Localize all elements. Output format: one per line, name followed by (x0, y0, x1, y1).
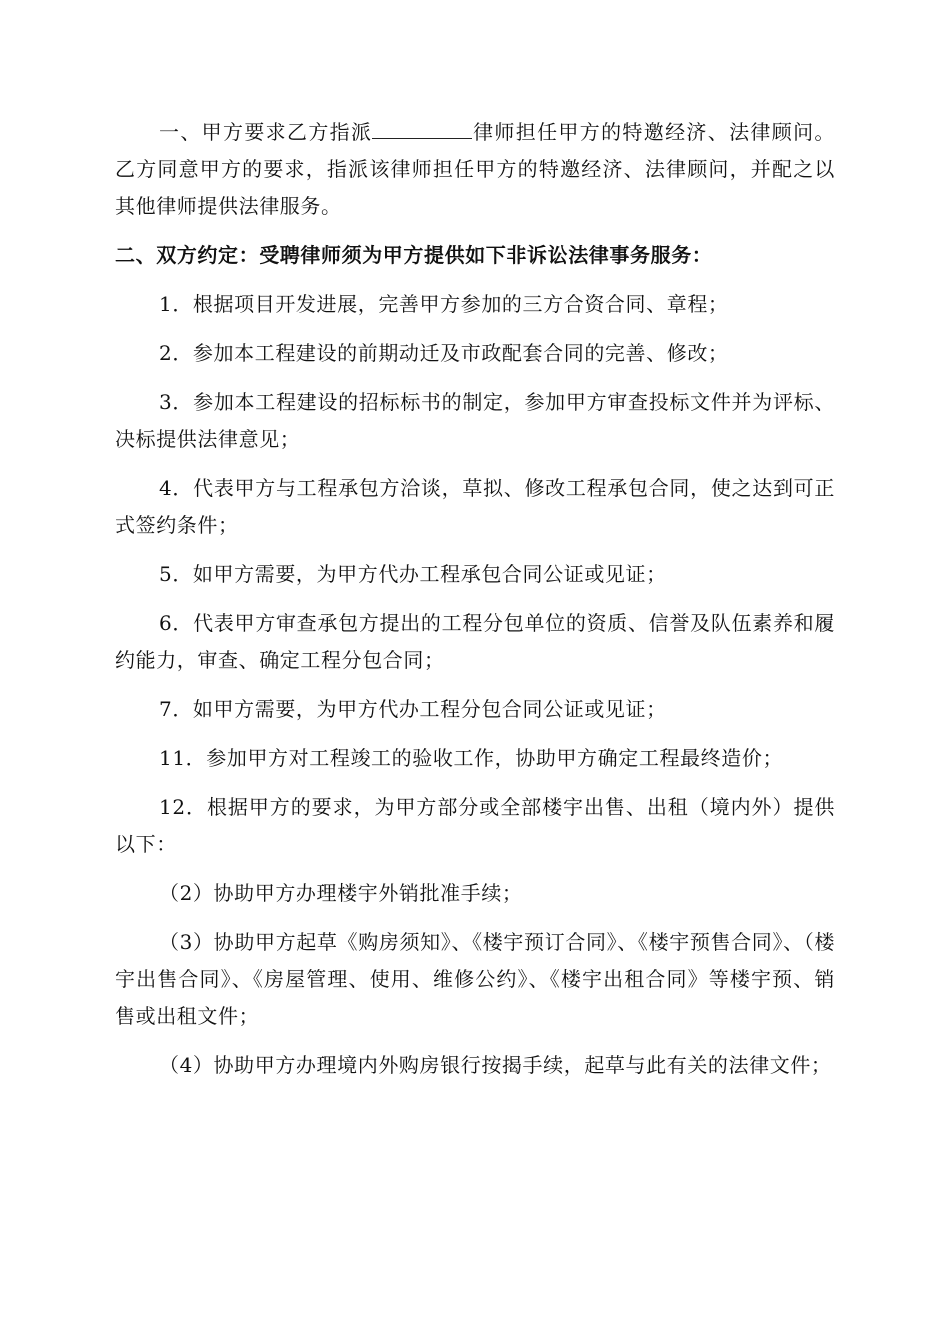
list-item-6: 6．代表甲方审查承包方提出的工程分包单位的资质、信誉及队伍素养和履约能力，审查、确定工程分包合同； (115, 611, 835, 672)
sub-item-3: （3）协助甲方起草《购房须知》、《楼宇预订合同》、《楼宇预售合同》、（楼宇出售合同》、《房屋管理、使用、维修公约》、《楼宇出租合同》等楼宇预、销售或出租文件； (115, 930, 835, 1028)
paragraph-1-rest: 律师担任甲方的特邀经济、法律顾问。乙方同意甲方的要求，指派该律师担任甲方的特邀经济、法律顾问，并配之以其他律师提供法律服务。 (115, 120, 836, 218)
paragraph-1 (115, 114, 835, 225)
list-item-11: 11．参加甲方对工程竣工的验收工作，协助甲方确定工程最终造价； (159, 746, 784, 770)
list-item-2: 2．参加本工程建设的前期动迁及市政配套合同的完善、修改； (159, 341, 729, 365)
list-item-7: 7．如甲方需要，为甲方代办工程分包合同公证或见证； (159, 697, 667, 721)
paragraph-1-start: 一、甲方要求乙方指派 (159, 120, 373, 144)
list-item-4: 4．代表甲方与工程承包方洽谈，草拟、修改工程承包合同，使之达到可正式签约条件； (115, 476, 835, 537)
list-item-1: 1．根据项目开发进展，完善甲方参加的三方合资合同、章程； (159, 292, 729, 316)
document-page (115, 114, 835, 1096)
section-2-heading: 二、双方约定：受聘律师须为甲方提供如下非诉讼法律事务服务： (115, 243, 713, 267)
sub-item-4: （4）协助甲方办理境内外购房银行按揭手续，起草与此有关的法律文件； (159, 1053, 832, 1077)
list-item-12: 12．根据甲方的要求，为甲方部分或全部楼宇出售、出租（境内外）提供以下： (115, 795, 835, 856)
list-item-5: 5．如甲方需要，为甲方代办工程承包合同公证或见证； (159, 562, 667, 586)
sub-item-2: （2）协助甲方办理楼宇外销批准手续； (159, 881, 523, 905)
list-item-3: 3．参加本工程建设的招标标书的制定，参加甲方审查投标文件并为评标、决标提供法律意见； (115, 390, 835, 451)
lawyer-name-blank (372, 116, 472, 139)
